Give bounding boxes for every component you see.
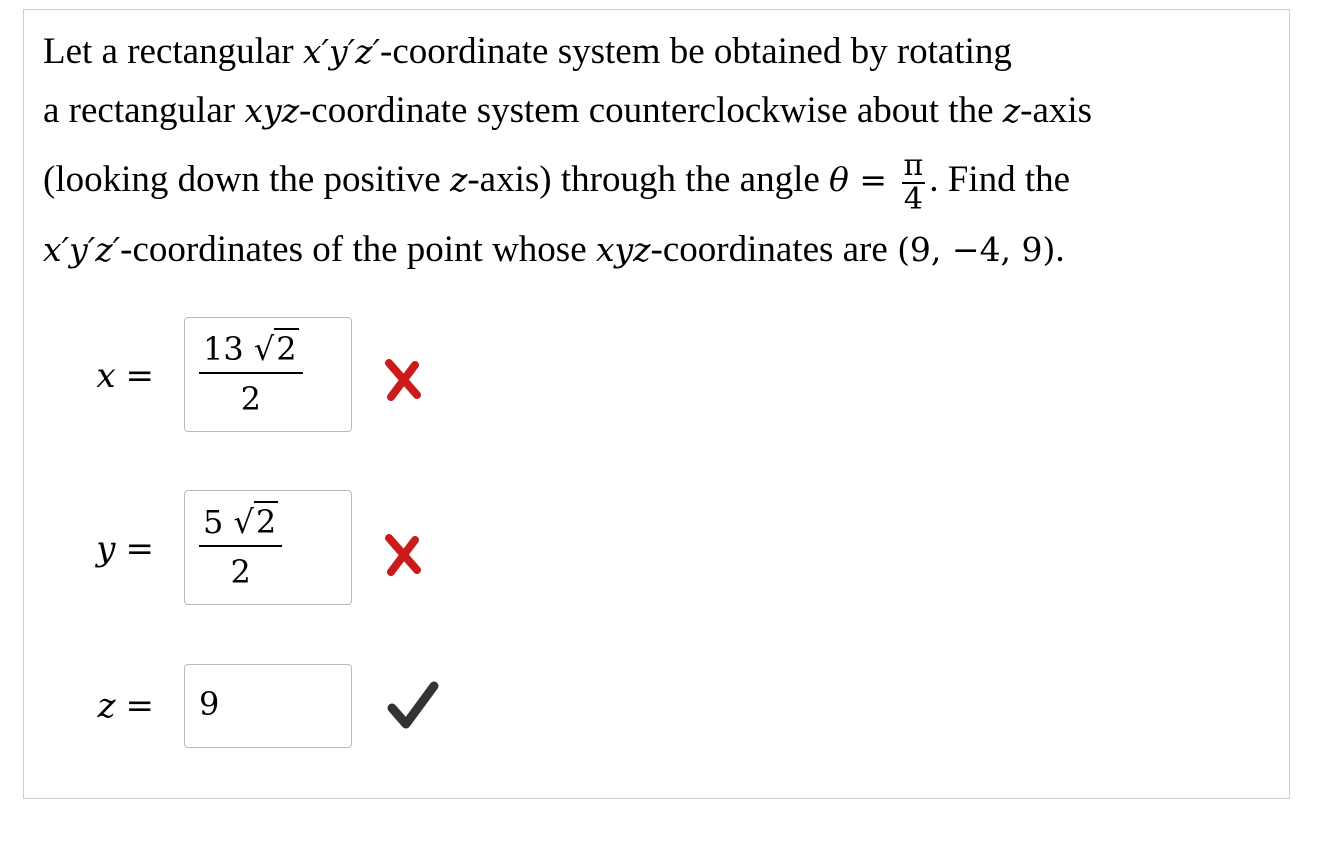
question-text [43, 22, 1278, 279]
answer-input-y[interactable] [184, 490, 352, 605]
answer-row-z [24, 664, 624, 784]
question-line-2: a rectangular xyz-coordinate system counterclockwise about the z-axis [43, 90, 1093, 131]
answer-fraction-x: $\frac{13 √2}{2}$ [199, 330, 303, 418]
answer-value-z: 9 [199, 685, 220, 723]
question-line-1: Let a rectangular x′y′z′-coordinate system be obtained by rotating [43, 31, 1012, 72]
answer-fraction-y: $\frac{5 √2}{2}$ [199, 503, 282, 591]
checkmark-icon [386, 678, 440, 732]
question-line-3: (looking down the positive z-axis) through the angle θ = $\frac{\pi}{4}$ . Find the [43, 147, 1071, 217]
answer-input-x[interactable] [184, 317, 352, 432]
question-card [23, 9, 1290, 799]
variable-label-z: z = [97, 686, 154, 726]
variable-label-x: x = [96, 356, 154, 396]
red-x-icon [379, 357, 423, 401]
question-line-4: x′y′z′-coordinates of the point whose xyz-coordinates are (9, −4, 9). [43, 229, 1065, 270]
red-x-icon [379, 532, 423, 576]
answer-row-x [24, 317, 624, 437]
answer-row-y [24, 490, 624, 610]
angle-fraction: $\frac{\pi}{4}$ [903, 147, 924, 217]
answer-input-z[interactable] [184, 664, 352, 748]
variable-label-y: y = [96, 529, 154, 569]
